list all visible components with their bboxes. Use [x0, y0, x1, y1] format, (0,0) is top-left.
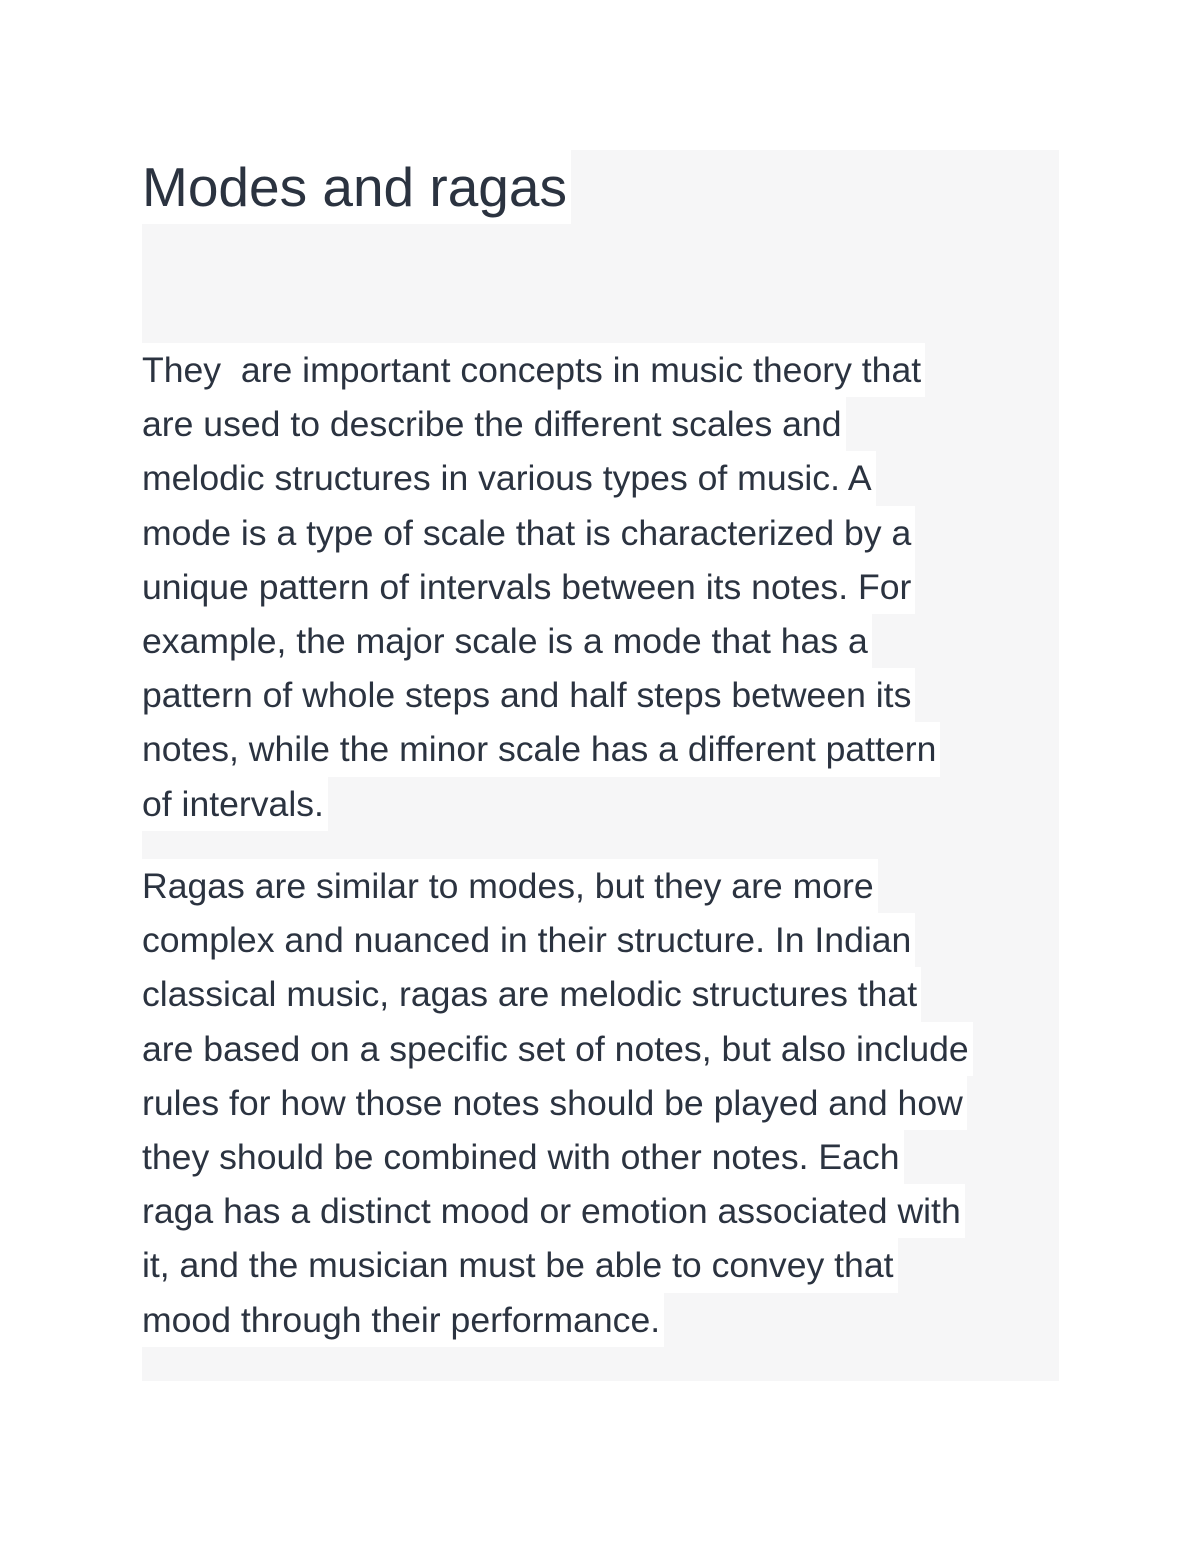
text-line: They are important concepts in music theory that [142, 343, 925, 397]
text-line: mood through their performance. [142, 1293, 664, 1347]
paragraph-ragas [142, 859, 1062, 1347]
paragraph-modes [142, 343, 1062, 831]
document-title: Modes and ragas [142, 150, 571, 224]
text-line: rules for how those notes should be played and how [142, 1076, 967, 1130]
text-line: they should be combined with other notes. Each [142, 1130, 904, 1184]
text-line: melodic structures in various types of music. A [142, 451, 876, 505]
text-line: mode is a type of scale that is characterized by a [142, 506, 915, 560]
text-line: Ragas are similar to modes, but they are more [142, 859, 878, 913]
text-line: of intervals. [142, 777, 328, 831]
text-line: example, the major scale is a mode that has a [142, 614, 872, 668]
text-line: unique pattern of intervals between its notes. For [142, 560, 915, 614]
text-line: notes, while the minor scale has a different pattern [142, 722, 940, 776]
text-line: complex and nuanced in their structure. In Indian [142, 913, 915, 967]
text-line: classical music, ragas are melodic structures that [142, 967, 921, 1021]
text-line: raga has a distinct mood or emotion associated with [142, 1184, 965, 1238]
text-line: are used to describe the different scales and [142, 397, 846, 451]
text-line: it, and the musician must be able to convey that [142, 1238, 898, 1292]
text-line: are based on a specific set of notes, but also include [142, 1022, 973, 1076]
text-line: pattern of whole steps and half steps between its [142, 668, 915, 722]
